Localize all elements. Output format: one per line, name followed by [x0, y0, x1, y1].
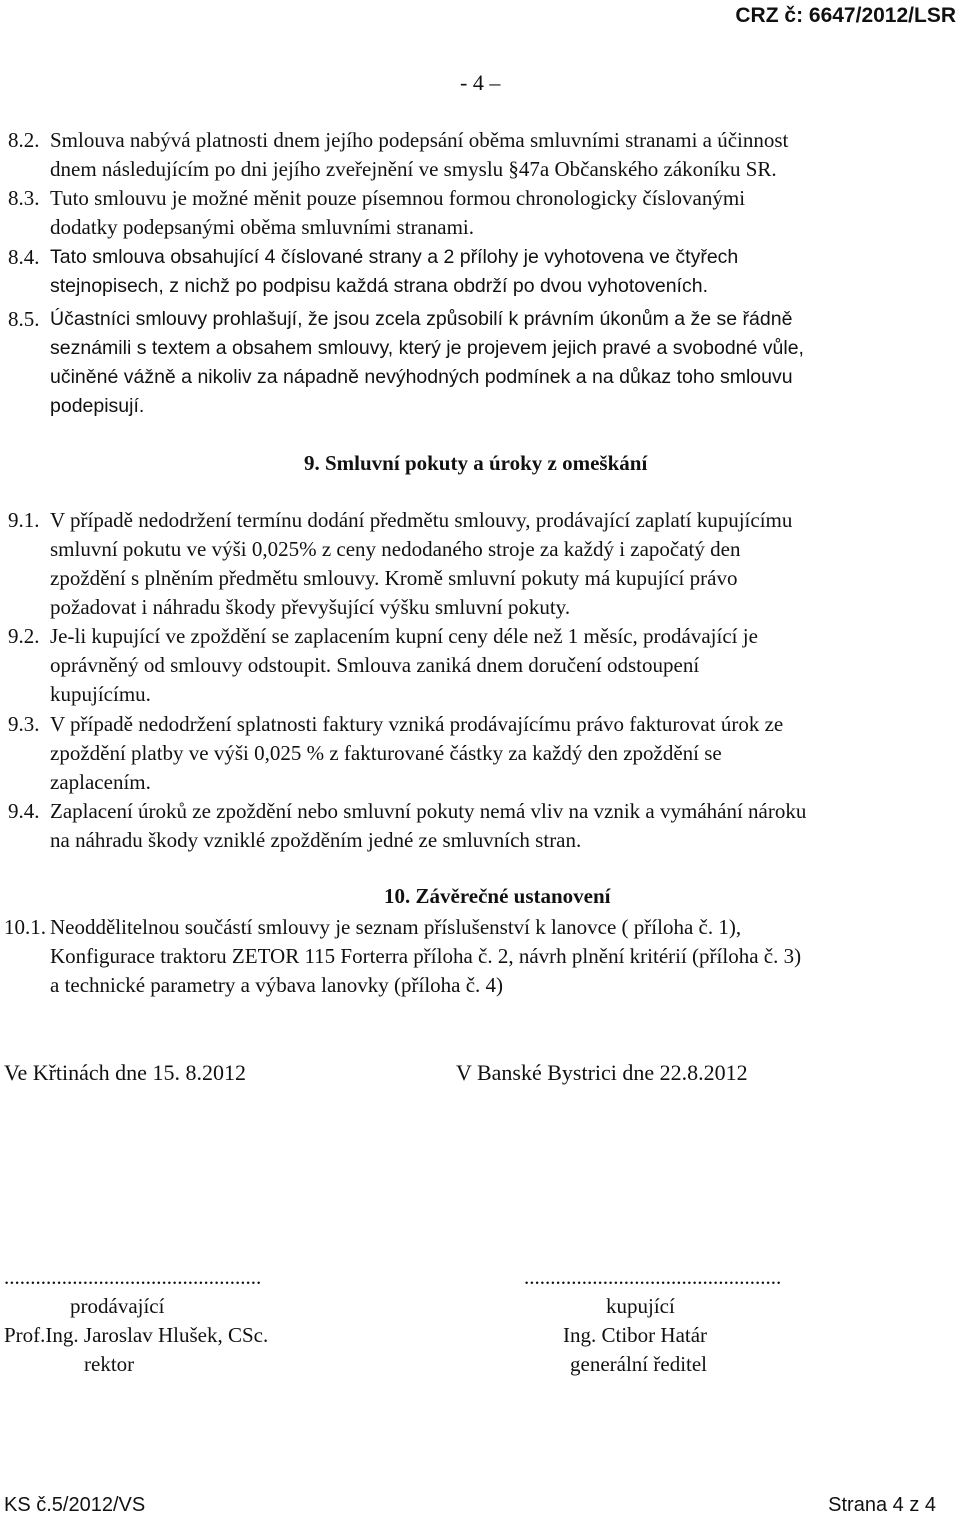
- clause-number: 8.5.: [8, 307, 40, 331]
- clause-line: učiněné vážně a nikoliv za nápadně nevýhodných podmínek a na důkaz toho smlouvu: [50, 366, 793, 388]
- clause-line: dnem následujícím po dni jejího zveřejnění ve smyslu §47a Občanského zákoníku SR.: [50, 157, 777, 181]
- signature-name-left: Prof.Ing. Jaroslav Hlušek, CSc.: [4, 1323, 269, 1347]
- clause-line: Tuto smlouvu je možné měnit pouze písemnou formou chronologicky číslovanými: [50, 186, 746, 210]
- section-10-heading: 10. Závěrečné ustanovení: [384, 884, 611, 908]
- clause-line: Zaplacení úroků ze zpoždění nebo smluvní pokuty nemá vliv na vznik a vymáhání nároku: [50, 799, 807, 823]
- clause-number: 9.4.: [8, 799, 40, 823]
- clause-line: oprávněný od smlouvy odstoupit. Smlouva zaniká dnem doručení odstoupení: [50, 653, 700, 677]
- clause-9-3: [8, 710, 958, 797]
- clause-line: Smlouva nabývá platnosti dnem jejího podepsání oběma smluvními stranami a účinnost: [50, 128, 789, 152]
- clause-line: zpoždění s plněním předmětu smlouvy. Kromě smluvní pokuty má kupující právo: [50, 566, 738, 590]
- document-reference: CRZ č: 6647/2012/LSR: [735, 4, 956, 27]
- signing-place-right: V Banské Bystrici dne 22.8.2012: [456, 1060, 748, 1085]
- clause-8-5: [8, 305, 958, 421]
- signature-name-right: Ing. Ctibor Határ: [563, 1323, 708, 1347]
- clause-line: Konfigurace traktoru ZETOR 115 Forterra příloha č. 2, návrh plnění kritérií (příloha č. 3): [50, 944, 802, 968]
- clause-line: Účastníci smlouvy prohlašují, že jsou zcela způsobilí k právním úkonům a že se řádně: [50, 308, 793, 330]
- clause-line: podepisují.: [50, 395, 145, 417]
- clause-line: zaplacením.: [50, 770, 151, 794]
- signature-role-left: prodávající: [70, 1294, 165, 1318]
- clause-8-2: [8, 126, 958, 184]
- clause-9-1: [8, 506, 958, 622]
- clause-number: 8.4.: [8, 245, 40, 269]
- clause-line: Je-li kupující ve zpoždění se zaplacením kupní ceny déle než 1 měsíc, prodávající je: [50, 624, 758, 648]
- clause-10-1: [4, 913, 954, 1000]
- clause-line: na náhradu škody vzniklé zpožděním jedné ze smluvních stran.: [50, 828, 582, 852]
- clause-9-2: [8, 622, 958, 709]
- clause-line: V případě nedodržení termínu dodání předmětu smlouvy, prodávající zaplatí kupujícímu: [50, 508, 793, 532]
- clause-number: 9.2.: [8, 624, 40, 648]
- clause-line: a technické parametry a výbava lanovky (příloha č. 4): [50, 973, 504, 997]
- clause-number: 9.3.: [8, 712, 40, 736]
- signature-title-right: generální ředitel: [570, 1352, 708, 1376]
- clause-line: dodatky podepsanými oběma smluvními stranami.: [50, 215, 475, 239]
- clause-number: 9.1.: [8, 508, 40, 532]
- section-9-heading: 9. Smluvní pokuty a úroky z omeškání: [304, 451, 648, 475]
- clause-line: stejnopisech, z nichž po podpisu každá strana obdrží po dvou vyhotoveních.: [50, 275, 708, 297]
- signing-place-left: Ve Křtinách dne 15. 8.2012: [4, 1060, 246, 1085]
- clause-line: požadovat i náhradu škody převyšující výšku smluvní pokuty.: [50, 595, 571, 619]
- clause-9-4: [8, 797, 958, 855]
- clause-8-4: [8, 243, 958, 301]
- signature-line-right: .................................................: [524, 1265, 782, 1289]
- footer-right: Strana 4 z 4: [828, 1494, 936, 1516]
- clause-line: Tato smlouva obsahující 4 číslované strany a 2 přílohy je vyhotovena ve čtyřech: [50, 246, 739, 268]
- signature-line-left: .................................................: [4, 1265, 262, 1289]
- clause-number: 8.3.: [8, 186, 40, 210]
- clause-line: smluvní pokutu ve výši 0,025% z ceny nedodaného stroje za každý i započatý den: [50, 537, 741, 561]
- clause-number: 8.2.: [8, 128, 40, 152]
- clause-line: zpoždění platby ve výši 0,025 % z fakturované částky za každý den zpoždění se: [50, 741, 722, 765]
- clause-line: Neoddělitelnou součástí smlouvy je seznam příslušenství k lanovce ( příloha č. 1),: [50, 915, 742, 939]
- signature-role-right: kupující: [606, 1294, 675, 1318]
- page-number: - 4 –: [460, 70, 501, 95]
- clause-line: V případě nedodržení splatnosti faktury vzniká prodávajícímu právo fakturovat úrok ze: [50, 712, 784, 736]
- clause-line: kupujícímu.: [50, 682, 151, 706]
- clause-8-3: [8, 184, 958, 242]
- clause-line: seznámili s textem a obsahem smlouvy, který je projevem jejich pravé a svobodné vůle,: [50, 337, 804, 359]
- footer-left: KS č.5/2012/VS: [4, 1494, 146, 1516]
- signature-title-left: rektor: [84, 1352, 135, 1376]
- clause-number: 10.1.: [4, 915, 46, 939]
